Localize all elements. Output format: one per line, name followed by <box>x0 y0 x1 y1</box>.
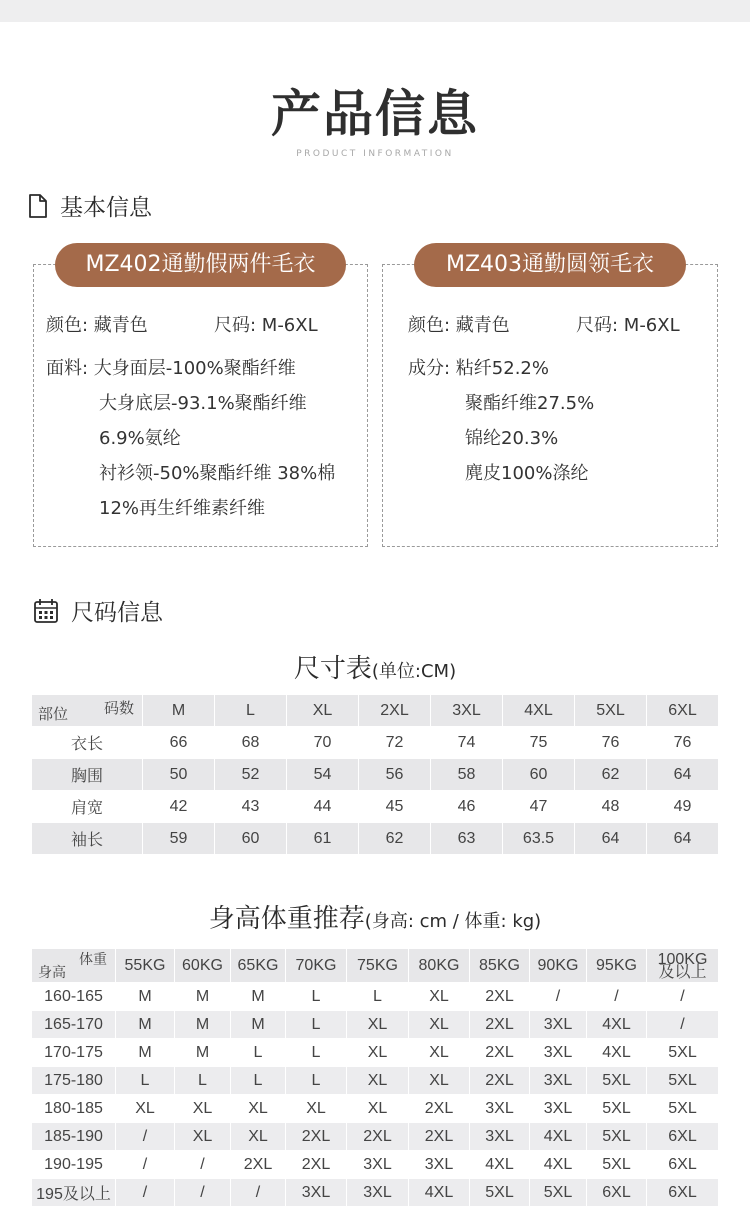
column-header: 70KG <box>286 949 347 983</box>
table-cell: 42 <box>143 791 215 823</box>
table-cell: 66 <box>143 727 215 759</box>
table-cell: 3XL <box>409 1151 470 1179</box>
table-cell: 5XL <box>587 1067 647 1095</box>
column-header: XL <box>287 695 359 727</box>
table-cell: / <box>647 983 719 1011</box>
table-cell: 5XL <box>647 1067 719 1095</box>
table-cell: 75 <box>503 727 575 759</box>
table-cell: / <box>530 983 587 1011</box>
table-cell: 5XL <box>587 1151 647 1179</box>
table-cell: 50 <box>143 759 215 791</box>
table-cell: 63.5 <box>503 823 575 855</box>
table-cell: XL <box>175 1123 231 1151</box>
column-header-last-line2: 及以上 <box>658 963 707 981</box>
product-name-pill: MZ402通勤假两件毛衣 <box>55 243 346 287</box>
table-cell: 3XL <box>530 1039 587 1067</box>
table-cell: 48 <box>575 791 647 823</box>
table-cell: 4XL <box>587 1039 647 1067</box>
table-cell: 47 <box>503 791 575 823</box>
row-label: 175-180 <box>32 1067 116 1095</box>
table-cell: 46 <box>431 791 503 823</box>
table-cell: / <box>116 1123 175 1151</box>
table-cell: M <box>175 1039 231 1067</box>
table-cell: 59 <box>143 823 215 855</box>
table-cell: 5XL <box>647 1039 719 1067</box>
column-header: 55KG <box>116 949 175 983</box>
table-cell: 6XL <box>647 1179 719 1207</box>
column-header: M <box>143 695 215 727</box>
table-cell: / <box>116 1179 175 1207</box>
table-cell: / <box>587 983 647 1011</box>
row-label: 170-175 <box>32 1039 116 1067</box>
column-header: 5XL <box>575 695 647 727</box>
column-header: 90KG <box>530 949 587 983</box>
table-header-row <box>32 949 719 983</box>
column-header: 85KG <box>470 949 530 983</box>
table-row <box>32 1039 719 1067</box>
table-cell: XL <box>409 1011 470 1039</box>
table-cell: XL <box>409 1067 470 1095</box>
row-label: 185-190 <box>32 1123 116 1151</box>
table-cell: 3XL <box>530 1067 587 1095</box>
recommend-table-unit: (身高: cm / 体重: kg) <box>364 911 542 932</box>
fabric-line: 6.9%氨纶 <box>99 428 181 449</box>
table-cell: 58 <box>431 759 503 791</box>
table-cell: / <box>175 1151 231 1179</box>
table-cell: 3XL <box>286 1179 347 1207</box>
table-cell: M <box>231 983 286 1011</box>
table-cell: / <box>231 1179 286 1207</box>
table-cell: XL <box>231 1095 286 1123</box>
table-cell: 60 <box>503 759 575 791</box>
corner-label-height: 身高 <box>38 964 66 980</box>
table-cell: 4XL <box>409 1179 470 1207</box>
row-label: 肩宽 <box>32 791 143 823</box>
table-cell: 2XL <box>231 1151 286 1179</box>
table-cell: L <box>286 1011 347 1039</box>
row-label: 160-165 <box>32 983 116 1011</box>
fabric-line: 成分: 粘纤52.2% <box>408 358 549 379</box>
table-cell: 2XL <box>347 1123 409 1151</box>
corner-label-size: 码数 <box>103 700 134 717</box>
fabric-line: 聚酯纤维27.5% <box>465 393 595 414</box>
table-row <box>32 1179 719 1207</box>
column-header: 75KG <box>347 949 409 983</box>
table-cell: 2XL <box>470 1011 530 1039</box>
table-cell: 68 <box>215 727 287 759</box>
table-cell: 64 <box>575 823 647 855</box>
table-cell: L <box>286 1067 347 1095</box>
column-header: 4XL <box>503 695 575 727</box>
table-cell: / <box>116 1151 175 1179</box>
fabric-line: 12%再生纤维素纤维 <box>99 498 266 519</box>
table-cell: M <box>175 1011 231 1039</box>
page-title: 产品信息 <box>271 85 479 143</box>
table-row <box>32 727 719 759</box>
size-info-heading-label: 尺码信息 <box>71 600 163 626</box>
table-cell: / <box>175 1179 231 1207</box>
row-label: 165-170 <box>32 1011 116 1039</box>
table-cell: 49 <box>647 791 719 823</box>
table-cell: 6XL <box>647 1151 719 1179</box>
table-cell: 5XL <box>587 1095 647 1123</box>
table-cell: XL <box>175 1095 231 1123</box>
column-header: 95KG <box>587 949 647 983</box>
column-header-last-line1: 100KG <box>657 950 708 968</box>
column-header: 3XL <box>431 695 503 727</box>
table-cell: 62 <box>575 759 647 791</box>
table-cell: 2XL <box>470 1039 530 1067</box>
table-cell: XL <box>116 1095 175 1123</box>
table-cell: 3XL <box>530 1095 587 1123</box>
color-label: 颜色: 藏青色 <box>46 315 148 336</box>
table-cell: 5XL <box>587 1123 647 1151</box>
table-row <box>32 1151 719 1179</box>
table-cell: M <box>231 1011 286 1039</box>
table-cell: 70 <box>287 727 359 759</box>
table-cell: 6XL <box>647 1123 719 1151</box>
table-cell: 5XL <box>530 1179 587 1207</box>
table-cell: XL <box>347 1067 409 1095</box>
product-name-pill: MZ403通勤圆领毛衣 <box>414 243 686 287</box>
table-cell: 76 <box>647 727 719 759</box>
size-table-title-text: 尺寸表 <box>293 654 372 684</box>
table-cell: 64 <box>647 759 719 791</box>
table-cell: M <box>116 983 175 1011</box>
basic-info-heading-label: 基本信息 <box>60 195 152 221</box>
table-row <box>32 1011 719 1039</box>
table-cell: XL <box>347 1039 409 1067</box>
table-cell: 76 <box>575 727 647 759</box>
column-header-last <box>647 949 719 983</box>
recommend-table <box>31 948 719 1207</box>
table-cell: L <box>286 983 347 1011</box>
row-label: 衣长 <box>32 727 143 759</box>
size-range-label: 尺码: M-6XL <box>214 315 318 336</box>
table-cell: 2XL <box>409 1095 470 1123</box>
table-cell: 4XL <box>587 1011 647 1039</box>
table-cell: M <box>175 983 231 1011</box>
table-cell: 3XL <box>347 1179 409 1207</box>
table-cell: 52 <box>215 759 287 791</box>
column-header: 6XL <box>647 695 719 727</box>
table-header-row <box>32 695 719 727</box>
fabric-line: 面料: 大身面层-100%聚酯纤维 <box>46 358 296 379</box>
table-cell: 2XL <box>286 1151 347 1179</box>
size-table-title <box>0 648 750 685</box>
size-table-unit: (单位:CM) <box>371 661 457 682</box>
calendar-icon <box>33 598 59 624</box>
table-row <box>32 1123 719 1151</box>
row-label: 195及以上 <box>32 1179 116 1207</box>
column-header: 80KG <box>409 949 470 983</box>
table-cell: / <box>647 1011 719 1039</box>
table-cell: L <box>231 1067 286 1095</box>
table-cell: 63 <box>431 823 503 855</box>
table-cell: 62 <box>359 823 431 855</box>
table-cell: 44 <box>287 791 359 823</box>
table-cell: L <box>116 1067 175 1095</box>
table-row <box>32 759 719 791</box>
table-cell: 54 <box>287 759 359 791</box>
row-label: 袖长 <box>32 823 143 855</box>
column-header: 60KG <box>175 949 231 983</box>
table-cell: 6XL <box>587 1179 647 1207</box>
table-cell: XL <box>347 1095 409 1123</box>
table-cell: L <box>231 1039 286 1067</box>
table-cell: 64 <box>647 823 719 855</box>
row-label: 胸围 <box>32 759 143 791</box>
table-cell: XL <box>409 983 470 1011</box>
column-header: 65KG <box>231 949 286 983</box>
table-cell: 61 <box>287 823 359 855</box>
table-cell: 2XL <box>470 983 530 1011</box>
table-cell: 2XL <box>409 1123 470 1151</box>
table-row <box>32 1067 719 1095</box>
table-cell: 5XL <box>470 1179 530 1207</box>
corner-label-part: 部位 <box>38 706 69 723</box>
table-cell: 3XL <box>470 1123 530 1151</box>
row-label: 180-185 <box>32 1095 116 1123</box>
table-cell: M <box>116 1011 175 1039</box>
table-cell: 56 <box>359 759 431 791</box>
table-cell: 43 <box>215 791 287 823</box>
recommend-table-title-text: 身高体重推荐 <box>208 904 365 934</box>
table-cell: XL <box>347 1011 409 1039</box>
basic-info-heading <box>28 189 152 222</box>
table-row <box>32 1095 719 1123</box>
table-cell: 5XL <box>647 1095 719 1123</box>
column-header: 2XL <box>359 695 431 727</box>
table-cell: XL <box>231 1123 286 1151</box>
table-cell: M <box>116 1039 175 1067</box>
fabric-line: 衬衫领-50%聚酯纤维 38%棉 <box>99 463 336 484</box>
table-cell: 60 <box>215 823 287 855</box>
fabric-line: 麂皮100%涤纶 <box>465 463 589 484</box>
page-subtitle: PRODUCT INFORMATION <box>296 149 454 159</box>
table-cell: 72 <box>359 727 431 759</box>
corner-label-weight: 体重 <box>79 951 107 967</box>
table-cell: L <box>286 1039 347 1067</box>
column-header: L <box>215 695 287 727</box>
table-cell: XL <box>286 1095 347 1123</box>
top-bar <box>0 0 750 22</box>
table-cell: 3XL <box>347 1151 409 1179</box>
table-cell: 4XL <box>470 1151 530 1179</box>
document-icon <box>28 194 48 218</box>
table-row <box>32 983 719 1011</box>
table-cell: 45 <box>359 791 431 823</box>
table-cell: 2XL <box>286 1123 347 1151</box>
color-label: 颜色: 藏青色 <box>408 315 510 336</box>
row-label: 190-195 <box>32 1151 116 1179</box>
recommend-table-title <box>0 898 750 935</box>
fabric-line: 锦纶20.3% <box>465 428 559 449</box>
size-range-label: 尺码: M-6XL <box>576 315 680 336</box>
table-corner-cell <box>32 695 143 727</box>
size-table <box>31 694 719 855</box>
table-row <box>32 823 719 855</box>
table-cell: 4XL <box>530 1123 587 1151</box>
size-info-heading <box>33 594 163 627</box>
table-cell: 3XL <box>470 1095 530 1123</box>
table-row <box>32 791 719 823</box>
table-cell: L <box>175 1067 231 1095</box>
table-cell: XL <box>409 1039 470 1067</box>
table-cell: 3XL <box>530 1011 587 1039</box>
fabric-line: 大身底层-93.1%聚酯纤维 <box>99 393 307 414</box>
table-cell: L <box>347 983 409 1011</box>
table-cell: 74 <box>431 727 503 759</box>
table-corner-cell <box>32 949 116 983</box>
table-cell: 4XL <box>530 1151 587 1179</box>
table-cell: 2XL <box>470 1067 530 1095</box>
